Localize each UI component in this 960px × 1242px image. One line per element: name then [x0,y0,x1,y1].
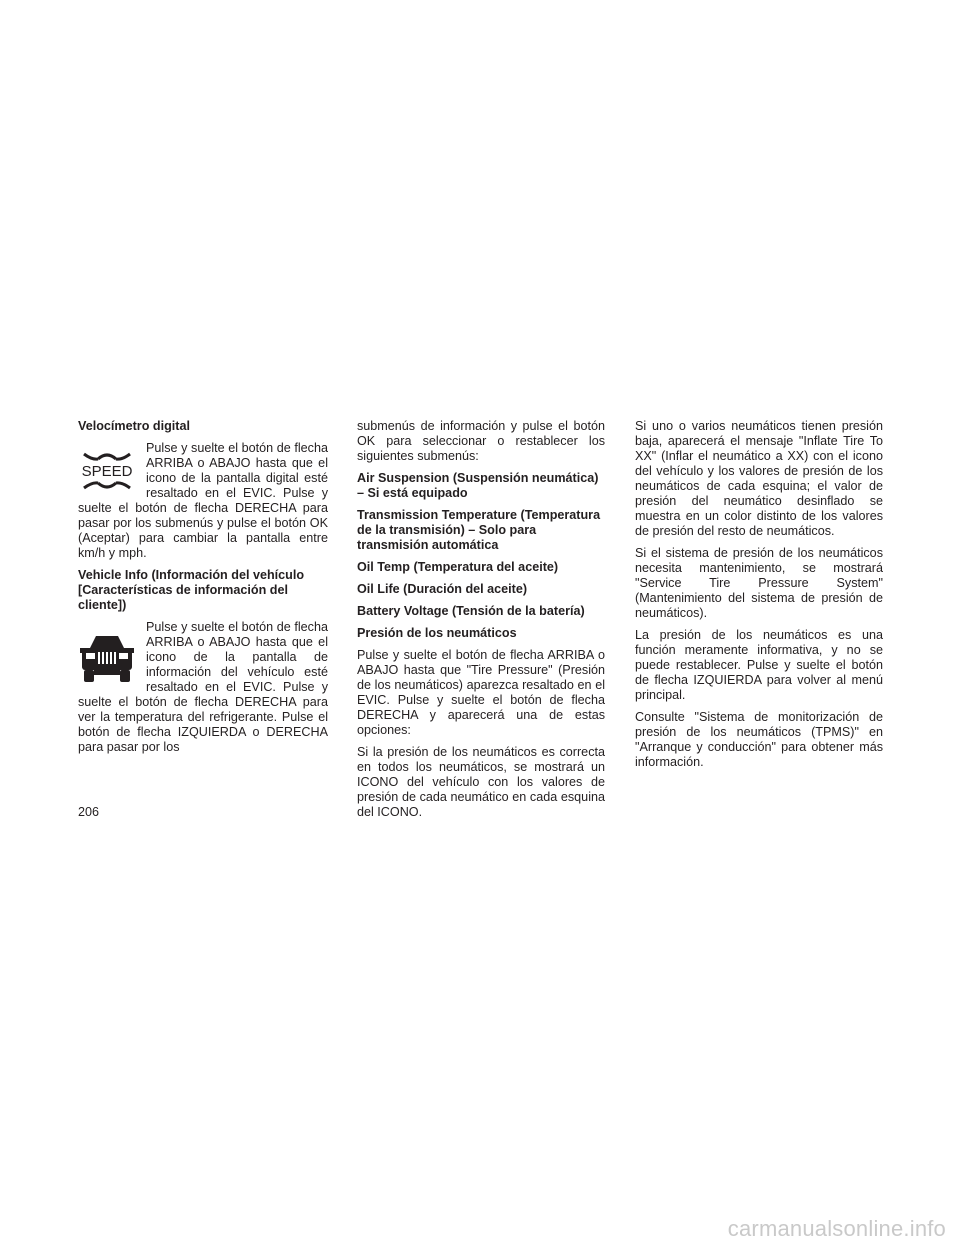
vehicle-info-text: Pulse y suelte el botón de flecha ARRIBA o ABAJO hasta que el icono de la pantalla de información del vehículo esté resaltado en el EVIC. Pulse y suelte el botón de flecha DERECHA para ver la temperatura del refrigerante. Pulse el botón de flecha IZQUIERDA o DERECHA para pasar por los [78,620,328,754]
column-1 [78,419,328,762]
paragraph-vehicle-info [78,620,328,755]
heading-tire-pressure: Presión de los neumáticos [357,626,517,640]
paragraph-consult: Consulte "Sistema de monitorización de presión de los neumáticos (TPMS)" en "Arranque y conducción" para obtener más información. [635,710,883,769]
paragraph-tire-pressure-2: Si la presión de los neumáticos es correcta en todos los neumáticos, se mostrará un ICONO del vehículo con los valores de presión de cada neumático en cada esquina del ICONO. [357,745,605,819]
speed-icon [78,445,136,495]
paragraph-speedometer [78,441,328,561]
item-transmission-temperature: Transmission Temperature (Temperatura de la transmisión) – Solo para transmisión automática [357,508,601,552]
heading-digital-speedometer: Velocímetro digital [78,419,190,433]
paragraph-service: Si el sistema de presión de los neumáticos necesita mantenimiento, se mostrará "Service Tire Pressure System" (Mantenimiento del sistema de presión de neumáticos). [635,546,883,620]
speedometer-text: Pulse y suelte el botón de flecha ARRIBA o ABAJO hasta que el icono de la pantalla digital esté resaltado en el EVIC. Pulse y suelte el botón de flecha DERECHA para pasar por los submenús y pulse el botón OK (Aceptar) para cambiar la pantalla entre km/h y mph. [78,441,328,560]
column-3 [635,419,883,777]
item-oil-life: Oil Life (Duración del aceite) [357,582,528,596]
page-number: 206 [78,805,100,819]
item-oil-temp: Oil Temp (Temperatura del aceite) [357,560,559,574]
heading-vehicle-info: Vehicle Info (Información del vehículo [Características de información del cliente]) [78,568,305,612]
svg-text:SPEED: SPEED [81,463,133,480]
item-air-suspension: Air Suspension (Suspensión neumática) – Si está equipado [357,471,599,500]
paragraph-low-pressure: Si uno o varios neumáticos tienen presión baja, aparecerá el mensaje "Inflate Tire To XX" (Inflar el neumático a XX) con el icono del vehículo y los valores de presión de los neumáticos de cada esquina; el valor de presión del neumático desinflado se muestra en un color distinto de los valores de presión del resto de neumáticos. [635,419,883,538]
item-battery-voltage: Battery Voltage (Tensión de la batería) [357,604,585,618]
paragraph-informative: La presión de los neumáticos es una función meramente informativa, y no se puede restablecer. Pulse y suelte el botón de flecha IZQUIERDA para volver al menú principal. [635,628,883,702]
paragraph-continue: submenús de información y pulse el botón OK para seleccionar o restablecer los siguientes submenús: [357,419,605,463]
column-2 [357,419,605,827]
vehicle-front-icon [78,624,136,690]
paragraph-tire-pressure-1: Pulse y suelte el botón de flecha ARRIBA o ABAJO hasta que "Tire Pressure" (Presión de los neumáticos) aparezca resaltado en el EVIC. Pulse y suelte el botón de flecha DERECHA y aparecerá una de estas opciones: [357,648,605,737]
watermark: carmanualsonline.info [727,1216,946,1241]
